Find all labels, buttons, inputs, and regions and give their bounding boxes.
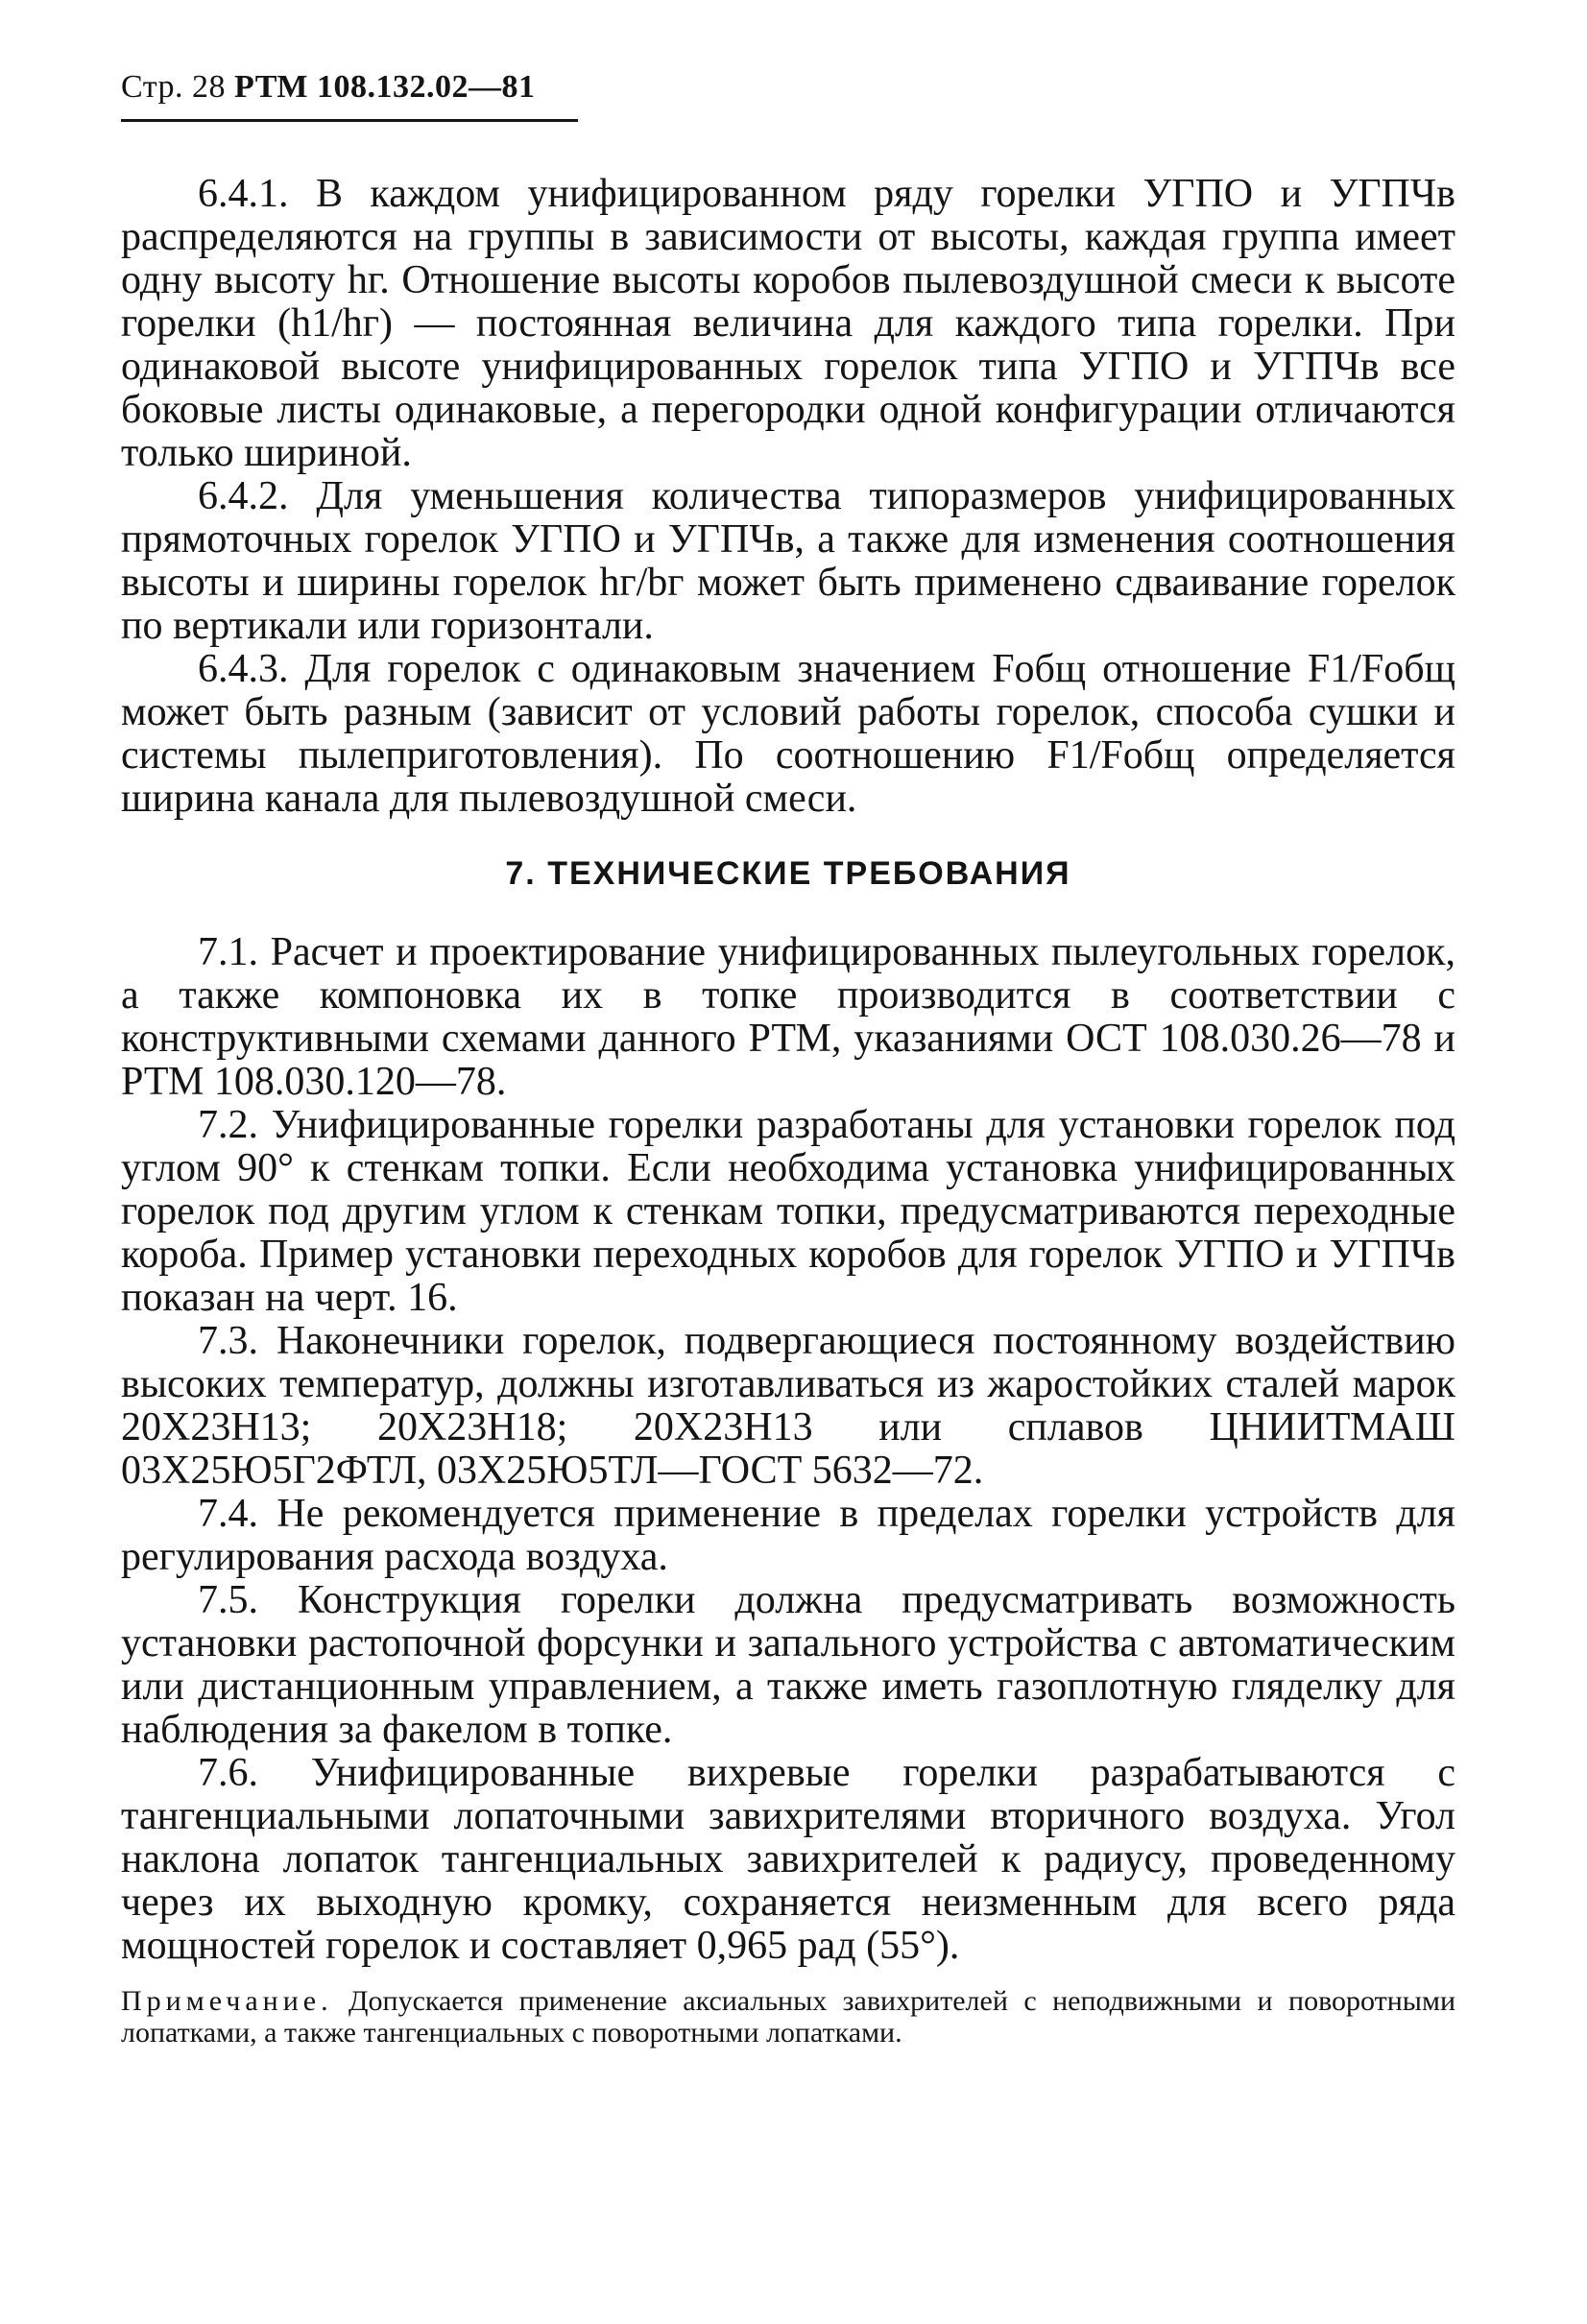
paragraph-7-5: 7.5. Конструкция горелки должна предусматривать возможность установки растопочной форсунки и запального устройства с автоматическим или дистанционным управлением, а также иметь газоплотную гляделку для наблюдения за факелом в топке. bbox=[121, 1578, 1455, 1752]
note-label: Примечание. bbox=[121, 1985, 333, 2017]
paragraph-7-6: 7.6. Унифицированные вихревые горелки разрабатываются с тангенциальными лопаточными завихрителями вторичного воздуха. Угол наклона лопаток тангенциальных завихрителей к радиусу, проведенному через их выходную кромку, сохраняется неизменным для всего ряда мощностей горелок и составляет 0,965 рад (55°). bbox=[121, 1751, 1455, 1968]
page-number: Стр. 28 bbox=[121, 69, 227, 105]
header-underline bbox=[121, 119, 578, 122]
note bbox=[121, 1985, 1455, 2048]
paragraph-7-3: 7.3. Наконечники горелок, подвергающиеся постоянному воздействию высоких температур, должны изготавливаться из жаростойких сталей марок 20Х23Н13; 20Х23Н18; 20Х23Н13 или сплавов ЦНИИТМАШ 03Х25Ю5Г2ФТЛ, 03Х25Ю5ТЛ—ГОСТ 5632—72. bbox=[121, 1319, 1455, 1493]
paragraph-6-4-3: 6.4.3. Для горелок с одинаковым значением Fобщ отношение F1/Fобщ может быть разным (зависит от условий работы горелок, способа сушки и системы пылеприготовления). По соотношению F1/Fобщ определяется ширина канала для пылевоздушной смеси. bbox=[121, 647, 1455, 821]
paragraph-7-2: 7.2. Унифицированные горелки разработаны для установки горелок под углом 90° к стенкам топки. Если необходима установка унифицированных горелок под другим углом к стенкам топки, предусматриваются переходные короба. Пример установки переходных коробов для горелок УГПО и УГПЧв показан на черт. 16. bbox=[121, 1103, 1455, 1320]
paragraph-7-1: 7.1. Расчет и проектирование унифицированных пылеугольных горелок, а также компоновка их в топке производится в соответствии с конструктивными схемами данного РТМ, указаниями ОСТ 108.030.26—78 и РТМ 108.030.120—78. bbox=[121, 930, 1455, 1104]
document-body bbox=[121, 173, 1455, 2048]
section-heading: 7. ТЕХНИЧЕСКИЕ ТРЕБОВАНИЯ bbox=[505, 855, 1071, 892]
paragraph-7-4: 7.4. Не рекомендуется применение в пределах горелки устройств для регулирования расхода воздуха. bbox=[121, 1492, 1455, 1579]
document-code: РТМ 108.132.02—81 bbox=[234, 69, 536, 105]
page-header bbox=[121, 69, 536, 106]
paragraph-6-4-2: 6.4.2. Для уменьшения количества типоразмеров унифицированных прямоточных горелок УГПО и УГПЧв, а также для изменения соотношения высоты и ширины горелок hг/bг может быть применено сдваивание горелок по вертикали или горизонтали. bbox=[121, 474, 1455, 648]
note-text: Допускается применение аксиальных завихрителей с неподвижными и поворотными лопатками, а также тангенциальных с поворотными лопатками. bbox=[121, 1985, 1455, 2048]
paragraph-6-4-1: 6.4.1. В каждом унифицированном ряду горелки УГПО и УГПЧв распределяются на группы в зависимости от высоты, каждая группа имеет одну высоту hг. Отношение высоты коробов пылевоздушной смеси к высоте горелки (h1/hг) — постоянная величина для каждого типа горелки. При одинаковой высоте унифицированных горелок типа УГПО и УГПЧв все боковые листы одинаковые, а перегородки одной конфигурации отличаются только шириной. bbox=[121, 172, 1455, 475]
